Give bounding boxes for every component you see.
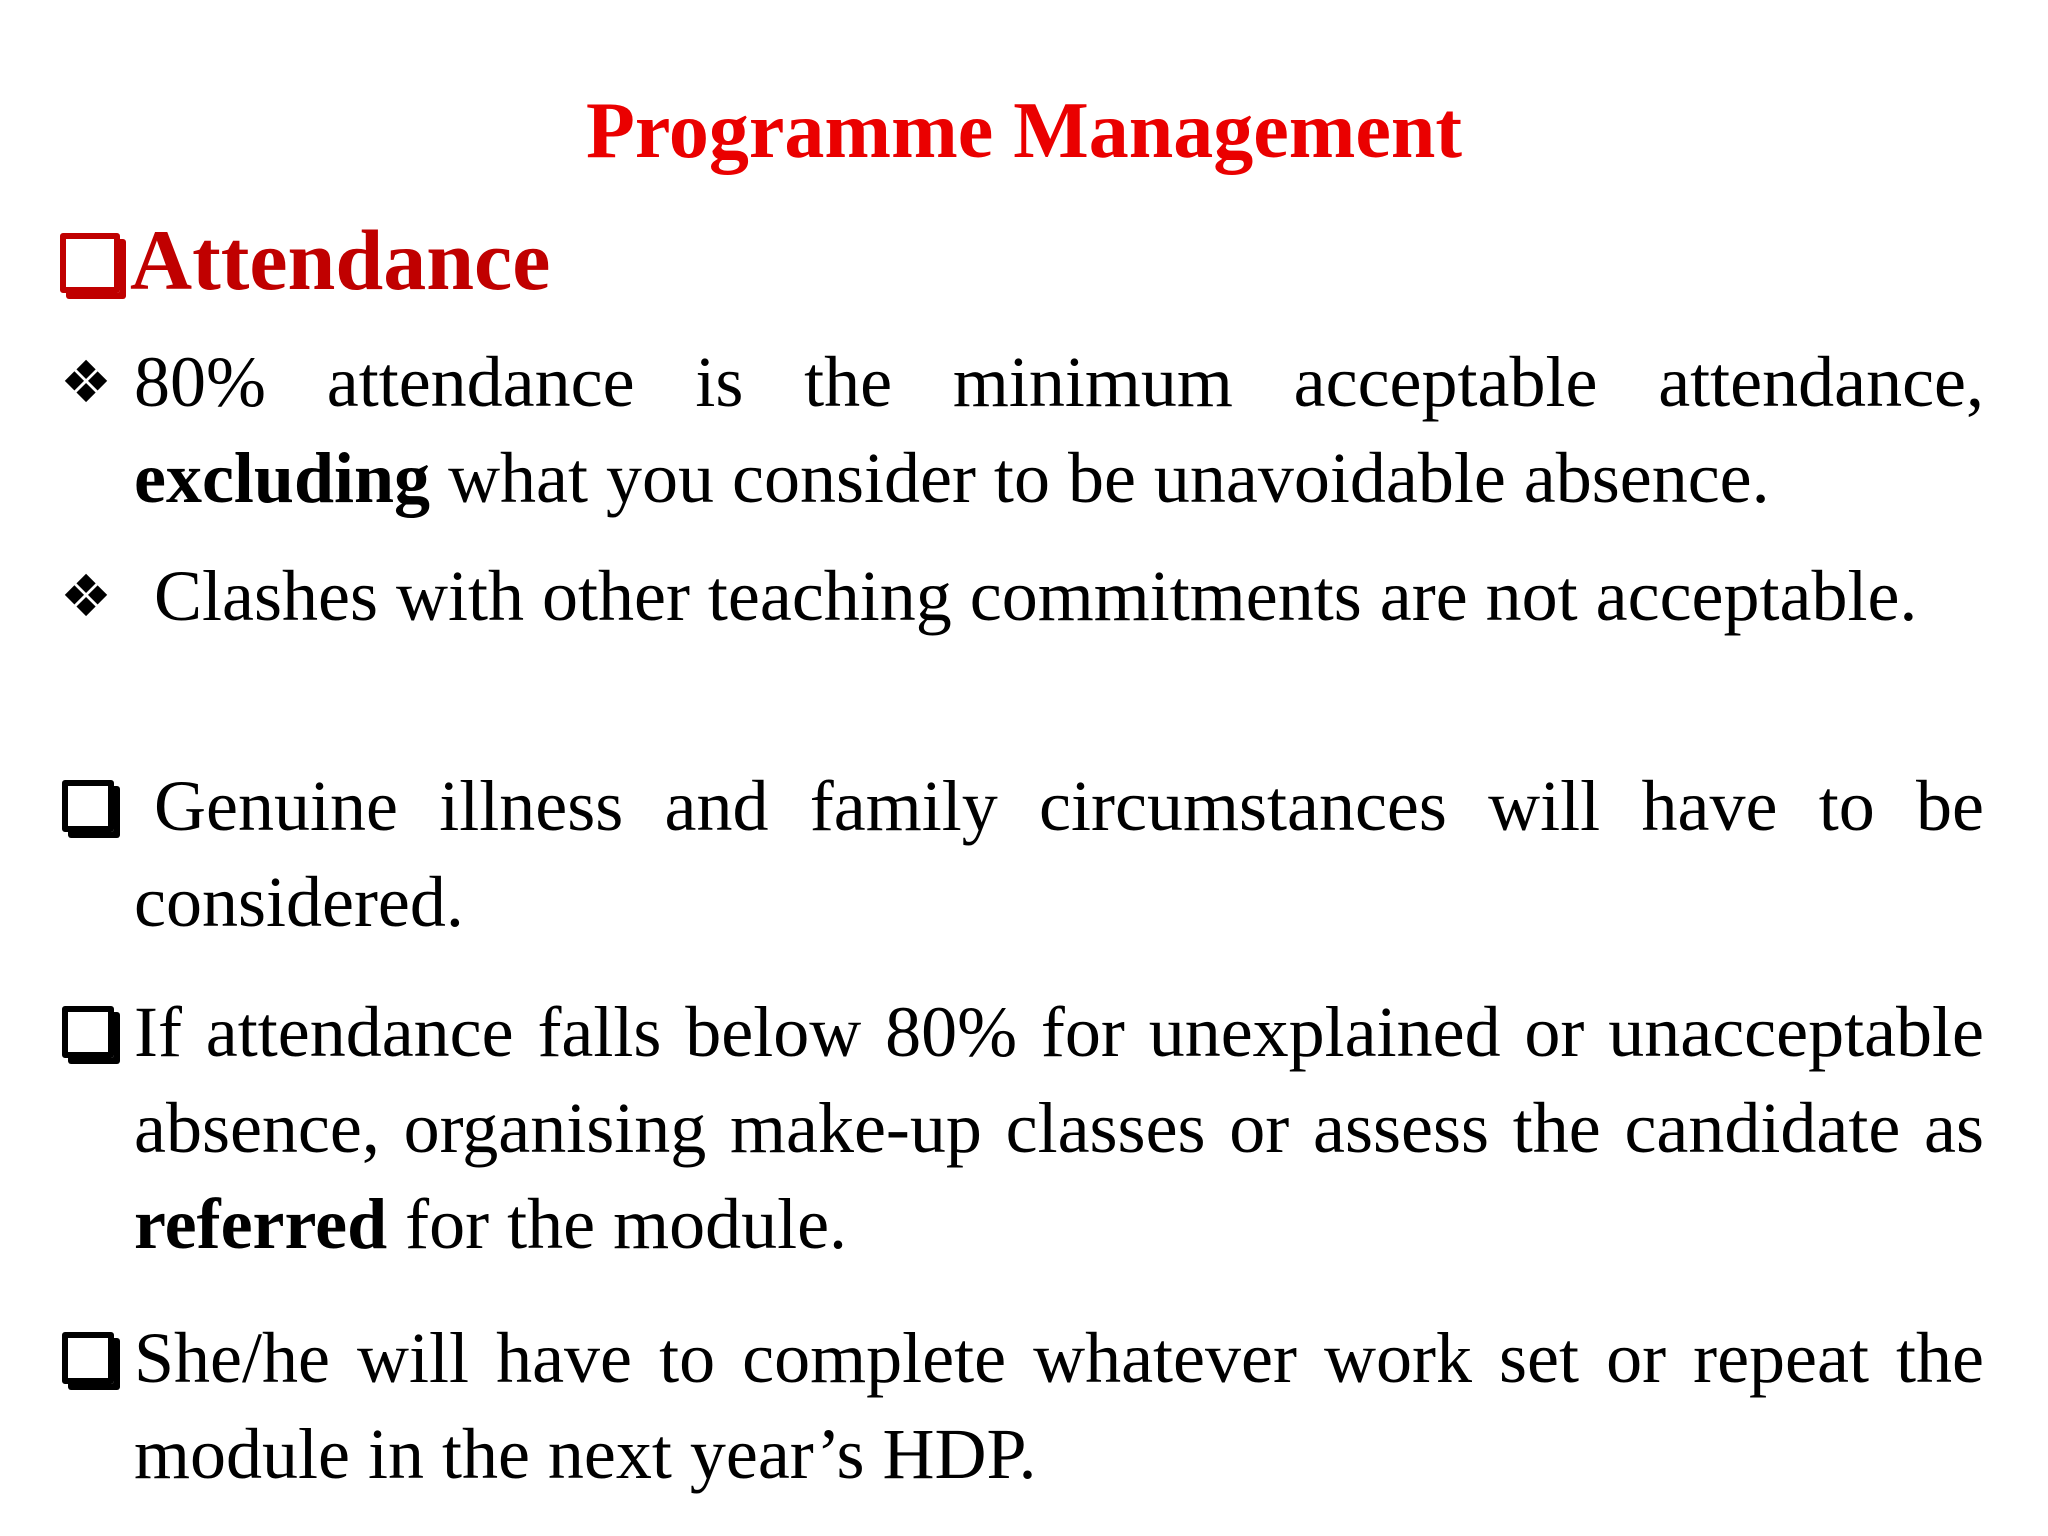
list-item-text: Genuine illness and family circumstances will have to be considered. — [134, 766, 1984, 942]
checkbox-square-icon — [60, 984, 136, 1080]
checkbox-square-icon — [60, 1310, 136, 1406]
emphasis-text: excluding — [134, 438, 431, 518]
section-heading-label: Attendance — [130, 212, 551, 308]
list-item-text: 80% attendance is the minimum acceptable attendance, excluding what you consider to be unavoidable absence. — [134, 342, 1984, 518]
list-item-text: Clashes with other teaching commitments are not acceptable. — [154, 556, 1918, 636]
list-item — [60, 758, 1984, 950]
checkbox-square-icon — [60, 758, 136, 854]
list-item-text: If attendance falls below 80% for unexplained or unacceptable absence, organising make-up classes or assess the candidate as referred for the module. — [134, 992, 1984, 1264]
slide-title: Programme Management — [585, 87, 1462, 175]
emphasis-text: referred — [134, 1184, 388, 1264]
list-item-text: She/he will have to complete whatever work set or repeat the module in the next year’s HDP. — [134, 1318, 1984, 1494]
list-item — [60, 984, 1984, 1272]
diamond-bullet-icon: ❖ — [60, 348, 112, 416]
section-heading — [60, 210, 550, 310]
list-item — [60, 334, 1984, 526]
list-item — [60, 1310, 1984, 1502]
diamond-bullet-icon: ❖ — [60, 562, 112, 630]
checkbox-square-icon — [60, 233, 120, 293]
list-item — [60, 548, 1984, 644]
